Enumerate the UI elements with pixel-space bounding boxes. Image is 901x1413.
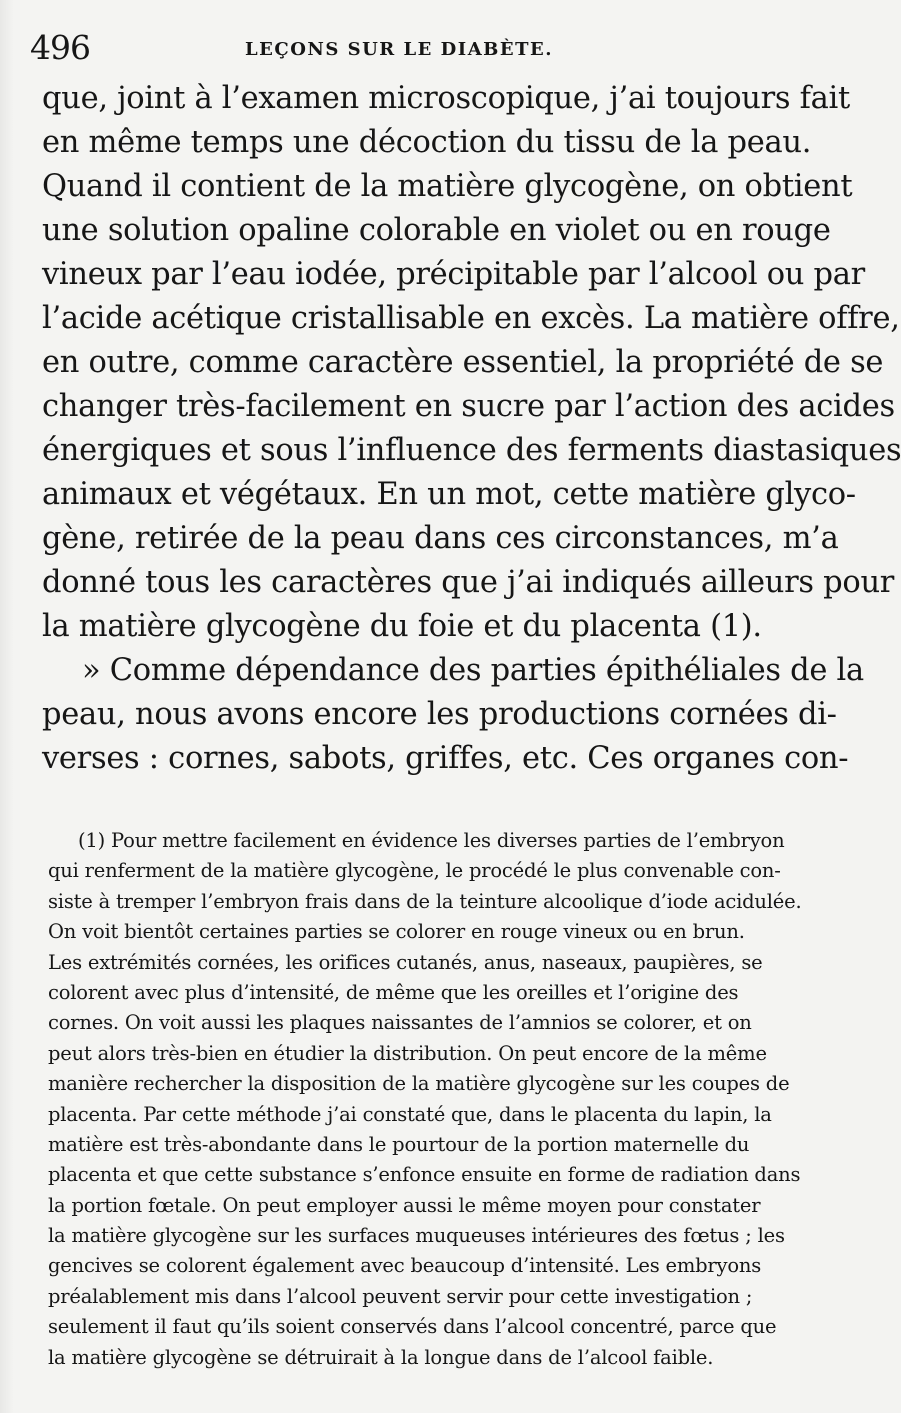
text-line: que, joint à l’examen microscopique, j’ai toujours fait — [42, 81, 850, 116]
footnote-line: colorent avec plus d’intensité, de même que les oreilles et l’origine des — [48, 980, 739, 1004]
footnote-line: (1) Pour mettre facilement en évidence les diverses parties de l’embryon — [78, 829, 785, 852]
footnote-line: qui renferment de la matière glycogène, le procédé le plus convenable con- — [48, 859, 781, 883]
text-line: vineux par l’eau iodée, précipitable par l’alcool ou par — [42, 257, 865, 292]
text-line: en même temps une décoction du tissu de la peau. — [42, 125, 812, 160]
footnote-line: préalablement mis dans l’alcool peuvent servir pour cette investigation ; — [48, 1284, 753, 1308]
text-line: en outre, comme caractère essentiel, la propriété de se — [42, 345, 884, 380]
footnote-line: Les extrémités cornées, les orifices cutanés, anus, naseaux, paupières, se — [48, 950, 763, 974]
footnote-line: la matière glycogène sur les surfaces muqueuses intérieures des fœtus ; les — [48, 1224, 785, 1248]
footnote-line: peut alors très-bien en étudier la distribution. On peut encore de la même — [48, 1041, 767, 1065]
text-line: donné tous les caractères que j’ai indiqués ailleurs pour — [42, 565, 895, 600]
main-text — [42, 77, 901, 781]
running-title: LEÇONS SUR LE DIABÈTE. — [245, 39, 553, 60]
text-line: la matière glycogène du foie et du placenta (1). — [42, 609, 762, 644]
footnote-line: placenta. Par cette méthode j’ai constaté que, dans le placenta du lapin, la — [48, 1102, 772, 1126]
footnote-line: manière rechercher la disposition de la matière glycogène sur les coupes de — [48, 1072, 790, 1096]
page-number: 496 — [30, 28, 90, 67]
footnote-line: On voit bientôt certaines parties se colorer en rouge vineux ou en brun. — [48, 920, 745, 944]
text-line: peau, nous avons encore les productions cornées di- — [42, 697, 837, 732]
footnote-line: placenta et que cette substance s’enfonce ensuite en forme de radiation dans — [48, 1163, 801, 1187]
text-line: gène, retirée de la peau dans ces circonstances, m’a — [42, 521, 839, 556]
footnote-line: cornes. On voit aussi les plaques naissantes de l’amnios se colorer, et on — [48, 1011, 752, 1035]
footnote-line: la matière glycogène se détruirait à la longue dans de l’alcool faible. — [48, 1345, 714, 1369]
text-line: » Comme dépendance des parties épithéliales de la — [82, 653, 864, 688]
footnote-line: seulement il faut qu’ils soient conservés dans l’alcool concentré, parce que — [48, 1315, 777, 1339]
footnote-line: matière est très-abondante dans le pourtour de la portion maternelle du — [48, 1132, 750, 1156]
text-line: verses : cornes, sabots, griffes, etc. Ces organes con- — [42, 741, 849, 776]
text-line: énergiques et sous l’influence des ferments diastasiques — [42, 433, 901, 468]
page-header — [30, 26, 770, 70]
footnote-line: gencives se colorent également avec beaucoup d’intensité. Les embryons — [48, 1254, 762, 1278]
text-line: l’acide acétique cristallisable en excès. La matière offre, — [42, 301, 900, 336]
text-line: changer très-facilement en sucre par l’action des acides — [42, 389, 895, 424]
text-line: animaux et végétaux. En un mot, cette matière glyco- — [42, 477, 856, 512]
text-line: Quand il contient de la matière glycogène, on obtient — [42, 169, 853, 204]
footnote-line: siste à tremper l’embryon frais dans de la teinture alcoolique d’iode acidulée. — [48, 889, 802, 913]
footnote — [48, 826, 802, 1373]
text-line: une solution opaline colorable en violet ou en rouge — [42, 213, 831, 248]
footnote-line: la portion fœtale. On peut employer aussi le même moyen pour constater — [48, 1193, 761, 1217]
